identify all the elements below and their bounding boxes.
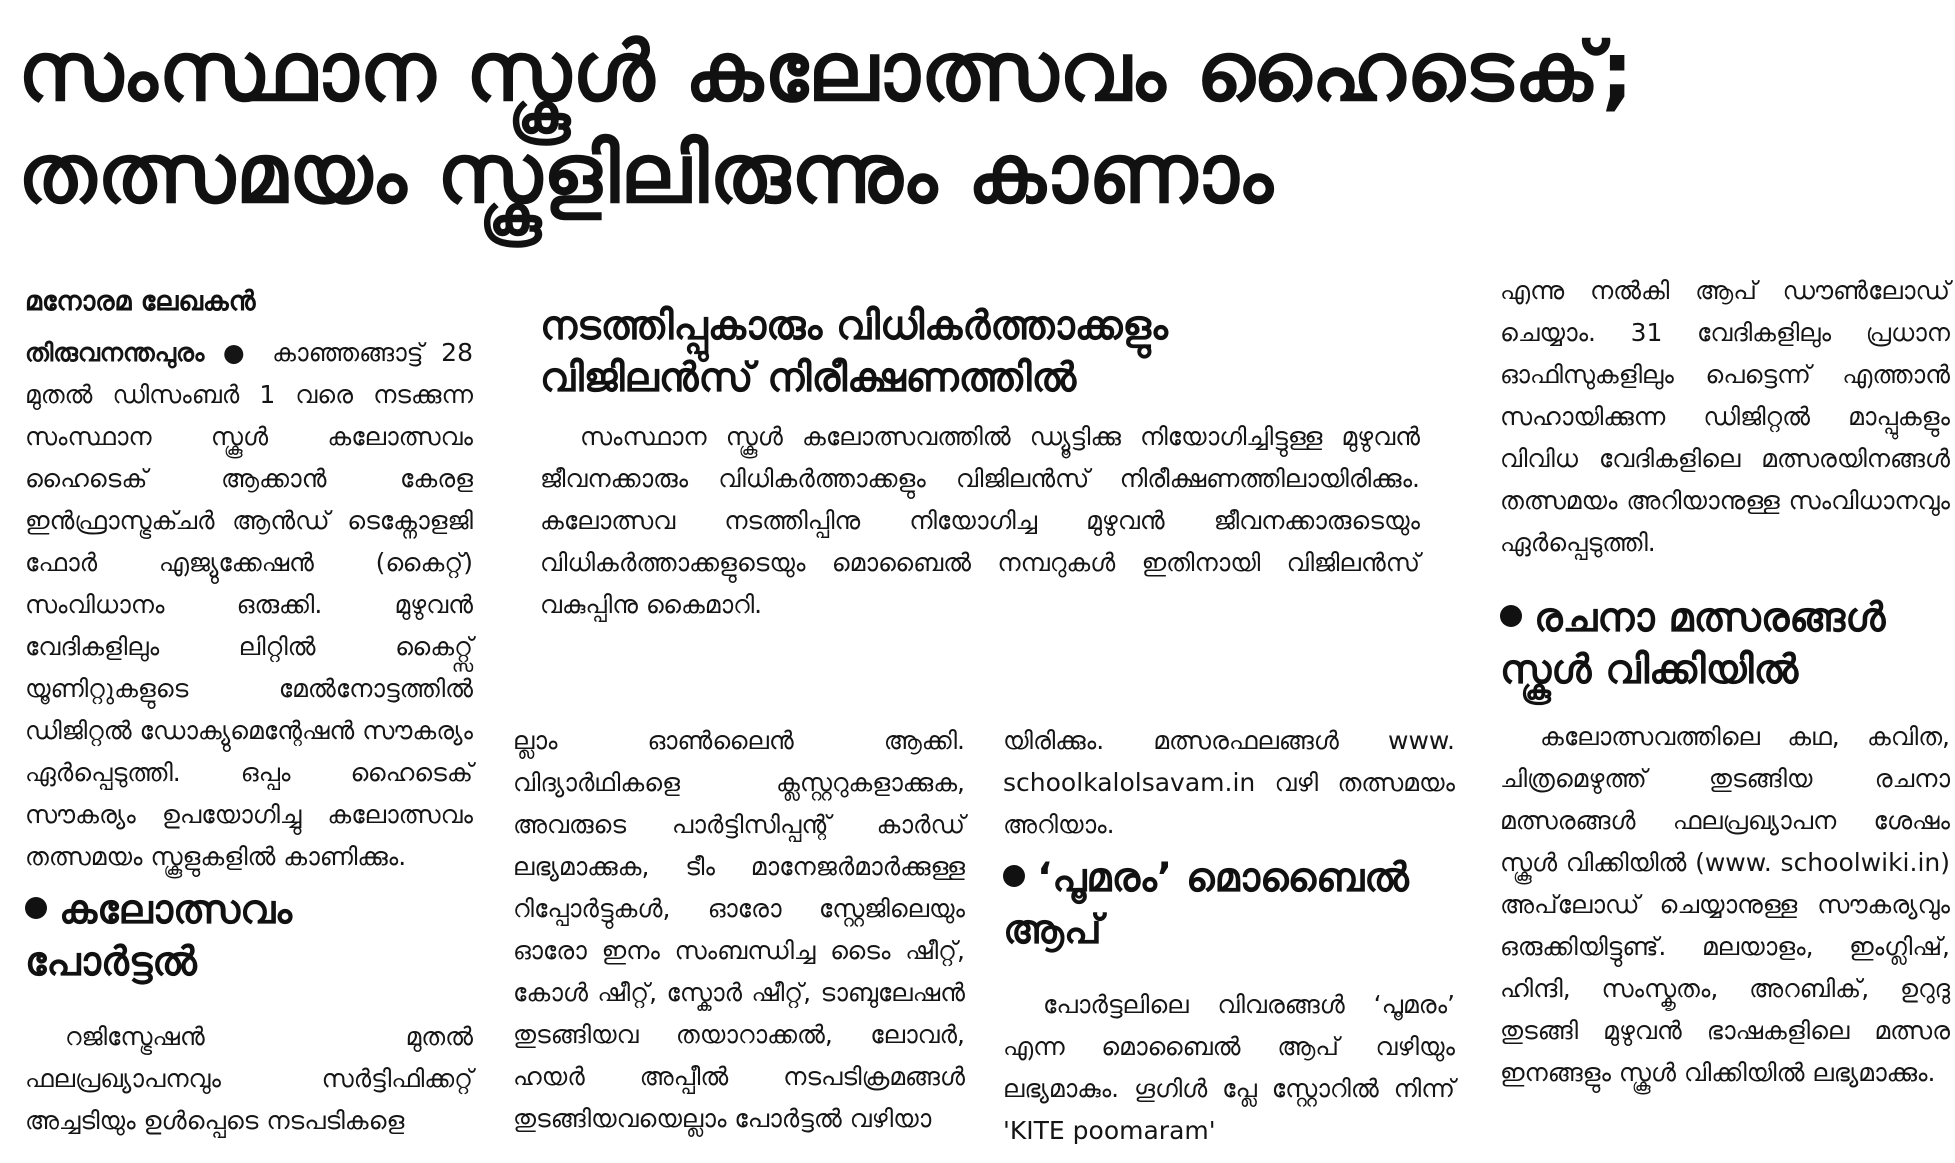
headline (18, 22, 1938, 226)
bullet-icon (1500, 605, 1522, 627)
portal-text-c: യിരിക്കും. മത്സരഫലങ്ങൾ www. schoolkalolsavam.in വഴി തത്സമയം അറിയാം. (1003, 726, 1455, 839)
app-text: പോർട്ടലിലെ വിവരങ്ങൾ ‘പൂമരം’ എന്ന മൊബൈൽ ആപ് വഴിയും ലഭ്യമാകും. ഗൂഗിൾ പ്ലേ സ്റ്റോറിൽ നിന്ന് 'KITE poomaram' (1003, 990, 1455, 1145)
bullet-icon (25, 897, 47, 919)
app-heading: ‘പൂമരം’ മൊബൈൽ ആപ് (1003, 855, 1409, 953)
dateline: തിരുവനന്തപുരം ● (25, 338, 255, 367)
bullet-icon (1003, 865, 1025, 887)
wiki-heading: രചനാ മത്സരങ്ങൾ സ്കൂൾ വിക്കിയിൽ (1500, 595, 1886, 693)
byline: മനോരമ ലേഖകൻ (25, 286, 256, 317)
app-text-cont: എന്നു നൽകി ആപ് ഡൗൺലോഡ് ചെയ്യാം. 31 വേദികളിലും പ്രധാന ഓഫിസുകളിലും പെട്ടെന്ന് എത്താൻ സഹായിക്കുന്ന ഡിജിറ്റൽ മാപ്പുകളും വിവിധ വേദികളിലെ മത്സരയിനങ്ങൾ തത്സമയം അറിയാനുള്ള സംവിധാനവും ഏർപ്പെടുത്തി. (1500, 276, 1950, 557)
vigilance-heading: നടത്തിപ്പുകാരും വിധികർത്താക്കളും വിജിലൻസ് നിരീക്ഷണത്തിൽ (540, 303, 1168, 401)
intro-column (25, 332, 473, 878)
app-heading-block (1003, 852, 1453, 956)
portal-text-a: റജിസ്ട്രേഷൻ മുതൽ ഫലപ്രഖ്യാപനവും സർട്ടിഫിക്കറ്റ് അച്ചടിയും ഉൾപ്പെടെ നടപടികളെ (25, 1022, 473, 1135)
vigilance-text: സംസ്ഥാന സ്കൂൾ കലോത്സവത്തിൽ ഡ്യൂട്ടിക്കു നിയോഗിച്ചിട്ടുള്ള മുഴുവൻ ജീവനക്കാരും വിധികർത്താക്കളും വിജിലൻസ് നിരീക്ഷണത്തിലായിരിക്കും. കലോത്സവ നടത്തിപ്പിനു നിയോഗിച്ച മുഴുവൻ ജീവനക്കാരുടെയും വിധികർത്താക്കളുടെയും മൊബൈൽ നമ്പറുകൾ ഇതിനായി വിജിലൻസ് വകുപ്പിനു കൈമാറി. (540, 422, 1420, 619)
portal-heading: കലോത്സവം പോർട്ടൽ (25, 887, 292, 985)
wiki-text: കലോത്സവത്തിലെ കഥ, കവിത, ചിത്രമെഴുത്ത് തുടങ്ങിയ രചനാ മത്സരങ്ങൾ ഫലപ്രഖ്യാപന ശേഷം സ്കൂൾ വിക്കിയിൽ (www. schoolwiki.in) അപ്‌ലോഡ് ചെയ്യാനുള്ള സൗകര്യവും ഒരുക്കിയിട്ടുണ്ട്. മലയാളം, ഇംഗ്ലിഷ്, ഹിന്ദി, സംസ്കൃതം, അറബിക്, ഉറുദു തുടങ്ങി മുഴുവൻ ഭാഷകളിലെ മത്സര ഇനങ്ങളും സ്കൂൾ വിക്കിയിൽ ലഭ്യമാക്കും. (1500, 722, 1950, 1087)
portal-text-b: ല്ലാം ഓൺലൈൻ ആക്കി. വിദ്യാർഥികളെ ക്ലസ്റ്ററുകളാക്കുക, അവരുടെ പാർട്ടിസിപ്പന്റ് കാർഡ് ലഭ്യമാക്കുക, ടീം മാനേജർമാർക്കുള്ള റിപ്പോർട്ടുകൾ, ഓരോ സ്റ്റേജിലെയും ഓരോ ഇനം സംബന്ധിച്ച ടൈം ഷീറ്റ്, കോൾ ഷീറ്റ്, സ്കോർ ഷീറ്റ്, ടാബുലേഷൻ തുടങ്ങിയവ തയാറാക്കൽ, ലോവർ, ഹയർ അപ്പീൽ നടപടിക്രമങ്ങൾ തുടങ്ങിയവയെല്ലാം പോർട്ടൽ വഴിയാ (513, 726, 965, 1133)
intro-text: കാഞ്ഞങ്ങാട്ട് 28 മുതൽ ഡിസംബർ 1 വരെ നടക്കുന്ന സംസ്ഥാന സ്കൂൾ കലോത്സവം ഹൈടെക് ആക്കാൻ കേരള ഇൻഫ്രാസ്ട്രക്ചർ ആൻഡ് ടെക്നോളജി ഫോർ എജ്യുക്കേഷൻ (കൈറ്റ്) സംവിധാനം ഒരുക്കി. മുഴുവൻ വേദികളിലും ലിറ്റിൽ കൈറ്റ്സ് യൂണിറ്റുകളുടെ മേൽനോട്ടത്തിൽ ഡിജിറ്റൽ ഡോക്യുമെന്റേഷൻ സൗകര്യം ഏർപ്പെടുത്തി. ഒപ്പം ഹൈടെക് സൗകര്യം ഉപയോഗിച്ചു കലോത്സവം തത്സമയം സ്കൂളുകളിൽ കാണിക്കും. (25, 338, 473, 871)
headline-line-2: തത്സമയം സ്കൂളിലിരുന്നും കാണാം (18, 127, 1274, 222)
portal-heading-block (25, 884, 465, 988)
wiki-heading-block (1500, 592, 1950, 696)
headline-line-1: സംസ്ഥാന സ്കൂൾ കലോത്സവം ഹൈടെക്; (18, 25, 1635, 120)
